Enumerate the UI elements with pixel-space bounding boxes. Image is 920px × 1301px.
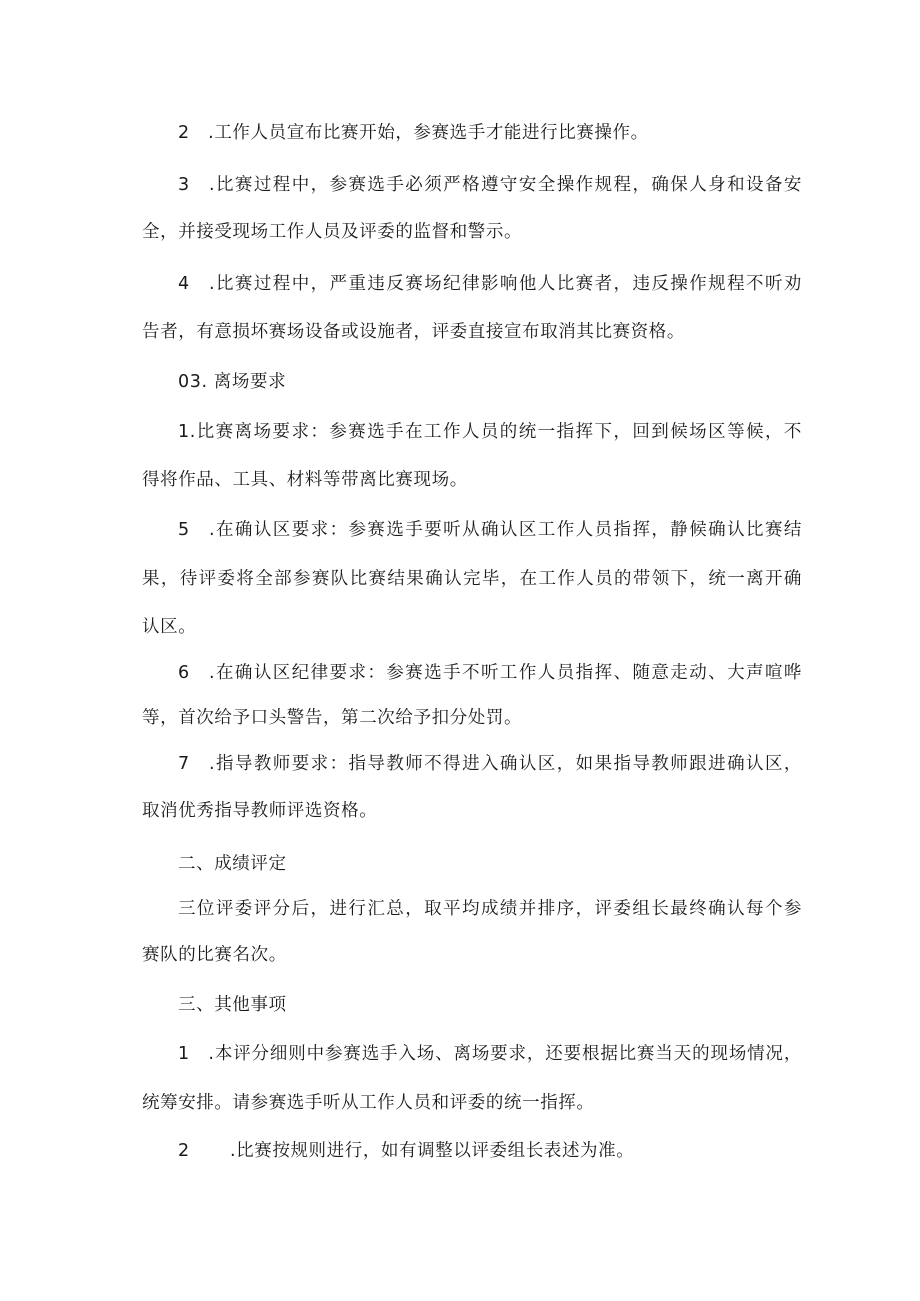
paragraph-text: .比赛过程中，参赛选手必须严格遵守安全操作规程，确保人身和设备安 <box>202 175 802 195</box>
paragraph-item-3-line-2: 全，并接受现场工作人员及评委的监督和警示。 <box>142 222 523 242</box>
paragraph-item-5-line-2: 果，待评委将全部参赛队比赛结果确认完毕，在工作人员的带领下，统一离开确 <box>142 569 802 589</box>
section-heading-03: 03. 离场要求 <box>178 372 287 392</box>
item-number: 6 <box>178 663 190 683</box>
paragraph-item-6-line-1 <box>178 661 802 685</box>
paragraph-text: .指导教师要求：指导教师不得进入确认区，如果指导教师跟进确认区， <box>202 754 802 774</box>
paragraph-item-5-line-1 <box>178 518 802 542</box>
paragraph-other-2 <box>178 1139 802 1163</box>
paragraph-text: .在确认区纪律要求：参赛选手不听工作人员指挥、随意走动、大声喧哗 <box>202 663 802 683</box>
paragraph-text: .本评分细则中参赛选手入场、离场要求，还要根据比赛当天的现场情况， <box>202 1044 802 1064</box>
paragraph-item-7-line-1 <box>178 752 802 776</box>
item-number: 4 <box>178 274 190 294</box>
paragraph-item-2 <box>178 121 802 145</box>
paragraph-exit-requirement-line-2: 得将作品、工具、材料等带离比赛现场。 <box>142 470 468 490</box>
paragraph-other-1-line-2: 统筹安排。请参赛选手听从工作人员和评委的统一指挥。 <box>142 1093 595 1113</box>
item-number: 3 <box>178 175 190 195</box>
paragraph-text: .比赛过程中，严重违反赛场纪律影响他人比赛者，违反操作规程不听劝 <box>202 274 802 294</box>
item-number: 7 <box>178 754 190 774</box>
paragraph-item-7-line-2: 取消优秀指导教师评选资格。 <box>142 801 378 821</box>
paragraph-item-6-line-2: 等，首次给予口头警告，第二次给予扣分处罚。 <box>142 708 523 728</box>
section-heading-score: 二、成绩评定 <box>178 854 287 874</box>
paragraph-text: .比赛按规则进行，如有调整以评委组长表述为准。 <box>230 1141 635 1161</box>
section-heading-other: 三、其他事项 <box>178 995 287 1015</box>
item-number: 5 <box>178 520 190 540</box>
paragraph-item-4-line-1 <box>178 272 802 296</box>
paragraph-exit-requirement-line-1: 1.比赛离场要求：参赛选手在工作人员的统一指挥下，回到候场区等候，不 <box>178 422 802 442</box>
paragraph-score-line-2: 赛队的比赛名次。 <box>142 945 287 965</box>
paragraph-other-1-line-1 <box>178 1042 802 1066</box>
item-number: 1 <box>178 1044 190 1064</box>
paragraph-score-line-1: 三位评委评分后，进行汇总，取平均成绩并排序，评委组长最终确认每个参 <box>178 899 802 919</box>
paragraph-item-4-line-2: 告者，有意损坏赛场设备或设施者，评委直接宣布取消其比赛资格。 <box>142 322 685 342</box>
item-number: 2 <box>178 1141 190 1161</box>
paragraph-text: .工作人员宣布比赛开始，参赛选手才能进行比赛操作。 <box>202 123 649 143</box>
paragraph-item-5-line-3: 认区。 <box>142 617 197 637</box>
paragraph-item-3-line-1 <box>178 173 802 197</box>
item-number: 2 <box>178 123 190 143</box>
paragraph-text: .在确认区要求：参赛选手要听从确认区工作人员指挥，静候确认比赛结 <box>202 520 802 540</box>
